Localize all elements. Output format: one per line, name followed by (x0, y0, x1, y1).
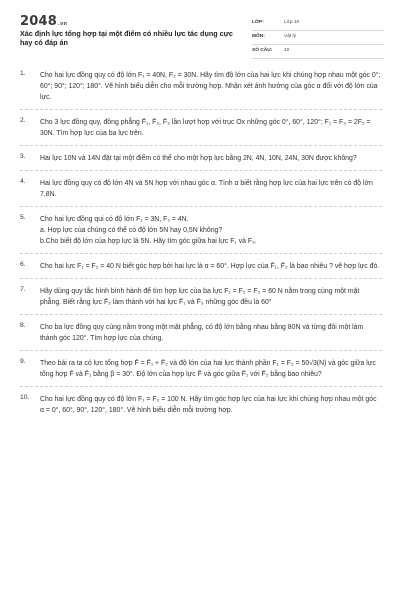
site-logo[interactable] (20, 14, 67, 29)
logo-suffix: .vn (57, 21, 68, 27)
question-number: 7. (20, 286, 26, 293)
question-item (0, 214, 400, 247)
question-subpart: b.Cho biết độ lớn của hợp lực là 5N. Hãy tìm góc giữa hai lực F₁ và F₂. (40, 238, 257, 245)
question-number: 5. (20, 214, 26, 221)
meta-row-count (252, 45, 384, 59)
meta-row-class (252, 17, 384, 31)
meta-value: Lớp 10 (284, 20, 300, 25)
question-item (0, 178, 400, 200)
question-text: Cho hai lực đồng quy có độ lớn F₁ = 40N, F₂ = 30N. Hãy tìm độ lớn của hai lực khi chúng hợp nhau một góc 0°; 60°; 90°; 120°; 180°. Vẽ hình biểu diễn cho mỗi trường hợp. Nhận xét ảnh hưởng của góc α đối với độ lớn của lực. (40, 72, 381, 101)
meta-value: Vật lý (284, 34, 296, 39)
divider (20, 386, 382, 387)
question-item (0, 358, 400, 380)
question-list (0, 70, 400, 416)
meta-row-subject (252, 31, 384, 45)
divider (20, 278, 382, 279)
question-item (0, 153, 400, 164)
meta-label: SỐ CÂU: (252, 48, 273, 53)
question-number: 9. (20, 358, 26, 365)
divider (20, 350, 382, 351)
question-text: Cho 3 lực đồng quy, đồng phẳng F̄₁, F̄₂, F̄₃ lần lượt hợp với trục Ox những góc 0°, 60°, 120°; F₁ = F₃ = 2F₂ = 30N. Tìm hợp lực của ba lực trên. (40, 119, 371, 137)
question-subpart: a. Hợp lực của chúng có thể có độ lớn 5N hay 0,5N không? (40, 227, 223, 234)
question-text: Cho hai lực đồng quy có độ lớn F₁ = F₂ = 100 N. Hãy tìm góc hợp lực của hai lực khi chúng hợp nhau một góc α = 0°, 60°, 90°, 120°, 180°. Vẽ hình biểu diễn mỗi trường hợp. (40, 396, 377, 414)
question-text: Cho hai lực F₁ = F₂ = 40 N biết góc hợp bởi hai lực là α = 60°. Hợp lực của F̄₁, F̄₂ là bao nhiêu ? vẽ hợp lực đó. (40, 263, 380, 270)
question-number: 6. (20, 261, 26, 268)
document-title: Xác định lực tổng hợp tại một điểm có nhiều lực tác dụng cực hay có đáp án (20, 29, 233, 47)
divider (20, 170, 382, 171)
question-item (0, 70, 400, 103)
question-item (0, 261, 400, 272)
document-header (0, 0, 400, 60)
question-text: Cho hai lực đồng qui có độ lớn F₁ = 3N, F₂ = 4N. (40, 216, 189, 223)
divider (20, 253, 382, 254)
divider (20, 206, 382, 207)
question-text: Hai lực 10N và 14N đặt tại một điểm có thể cho một hợp lực bằng 2N, 4N, 10N, 24N, 30N được không? (40, 155, 357, 162)
question-text: Cho ba lực đồng quy cùng nằm trong một mặt phẳng, có độ lớn bằng nhau bằng 80N và từng đôi một làm thành góc 120°. Tìm hợp lực của chúng. (40, 324, 364, 342)
question-number: 3. (20, 153, 26, 160)
divider (20, 314, 382, 315)
question-text: Hai lực đồng quy có độ lớn 4N và 5N hợp với nhau góc α. Tính α biết rằng hợp lực của hai lực trên có độ lớn 7,8N. (40, 180, 373, 198)
question-text: Hãy dùng quy tắc hình bình hành để tìm hợp lực của ba lực F₁ = F₂ = F₃ = 60 N nằm trong cùng một mặt phẳng. Biết rằng lực F̄₂ làm thành với hai lực F̄₁ và F̄₃ những góc đều là 60° (40, 288, 360, 306)
meta-label: LỚP: (252, 20, 264, 25)
logo-text: 2048 (20, 14, 57, 29)
question-item (0, 286, 400, 308)
question-item (0, 394, 400, 416)
question-number: 1. (20, 70, 26, 77)
question-text: Theo bài ra ta có lực tổng hợp F̄ = F̄₁ + F̄₂ và độ lớn của hai lực thành phần F₁ = F₂ = 50√3(N) và góc giữa lực tổng hợp F̄ và F̄₁ bằng β = 30°. Độ lớn của hợp lực F̄ và góc giữa F̄₁ với F̄₂ bằng bao nhiêu? (40, 360, 376, 378)
question-number: 8. (20, 322, 26, 329)
question-item (0, 117, 400, 139)
meta-table (252, 17, 384, 59)
meta-label: MÔN: (252, 34, 265, 39)
question-number: 4. (20, 178, 26, 185)
question-item (0, 322, 400, 344)
divider (20, 145, 382, 146)
question-number: 10. (20, 394, 30, 401)
divider (20, 109, 382, 110)
question-number: 2. (20, 117, 26, 124)
meta-value: 10 (284, 48, 290, 53)
